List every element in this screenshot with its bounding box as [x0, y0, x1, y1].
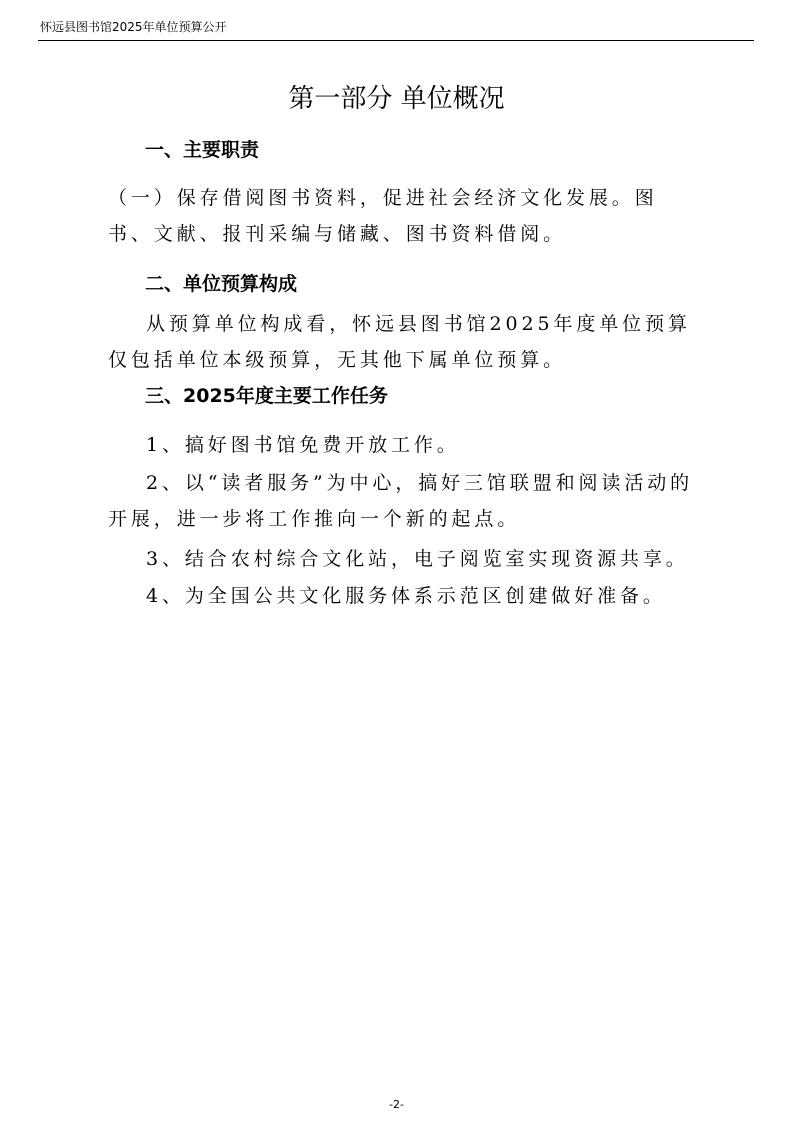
task-item-3: 3、结合农村综合文化站，电子阅览室实现资源共享。	[146, 548, 689, 570]
paragraph-duties: （一）保存借阅图书资料，促进社会经济文化发展。图书、文献、报刊采编与储藏、图书资料借阅。	[108, 187, 658, 245]
section-heading-duties: 一、主要职责	[145, 139, 260, 161]
header-divider	[38, 40, 754, 41]
section-heading-main-tasks: 三、2025年度主要工作任务	[145, 385, 388, 407]
page-title: 第一部分 单位概况	[288, 84, 505, 114]
paragraph-budget-composition: 从预算单位构成看，怀远县图书馆2025年度单位预算仅包括单位本级预算，无其他下属单位预算。	[108, 313, 691, 371]
task-item-1: 1、搞好图书馆免费开放工作。	[146, 434, 460, 456]
section-heading-budget-composition: 二、单位预算构成	[145, 273, 298, 295]
task-item-2: 2、以“读者服务”为中心，搞好三馆联盟和阅读活动的开展，进一步将工作推向一个新的起点。	[108, 472, 694, 530]
task-item-4: 4、为全国公共文化服务体系示范区创建做好准备。	[146, 585, 666, 607]
page-number: -2-	[389, 1098, 404, 1111]
running-header: 怀远县图书馆2025年单位预算公开	[40, 20, 227, 34]
